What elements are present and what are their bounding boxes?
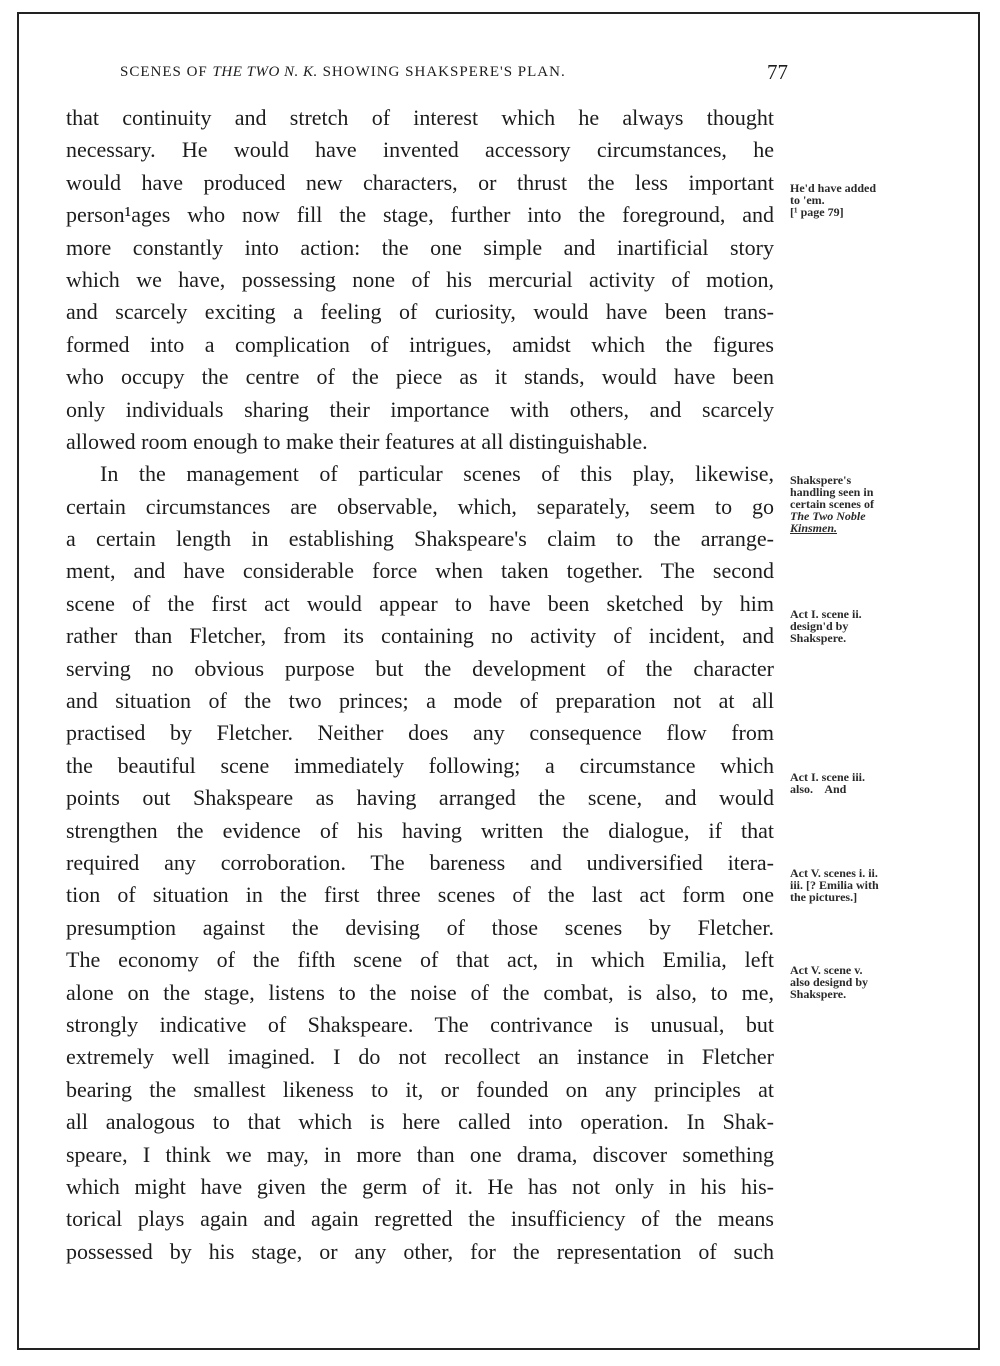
- text-line: allowed room enough to make their features at all distinguishable.: [66, 428, 648, 454]
- text-line: necessary. He would have invented accessory circumstances, he: [66, 137, 774, 163]
- text-line: required any corroboration. The bareness and undiversified itera-: [66, 849, 774, 875]
- text-line: a certain length in establishing Shakspeare's claim to the arrange-: [66, 526, 774, 552]
- text-line: possessed by his stage, or any other, for the representation of such: [66, 1238, 774, 1264]
- text-line: presumption against the devising of those scenes by Fletcher.: [66, 914, 774, 940]
- running-head-title: SCENES OF THE TWO N. K. SHOWING SHAKSPERE'S PLAN.: [120, 64, 566, 80]
- margin-note: Shakspere's handling seen in certain scenes of The Two Noble Kinsmen.: [790, 473, 874, 535]
- margin-note: Act I. scene iii. also. And: [790, 770, 865, 796]
- text-line: certain circumstances are observable, which, separately, seem to go: [66, 493, 774, 519]
- running-head-title-italic: THE TWO N. K.: [212, 64, 318, 80]
- body-text: [66, 102, 774, 1268]
- text-line: who occupy the centre of the piece as it stands, would have been: [66, 364, 774, 390]
- text-line: and scarcely exciting a feeling of curiosity, would have been trans-: [66, 299, 774, 325]
- text-line: speare, I think we may, in more than one drama, discover something: [66, 1141, 774, 1167]
- text-line: formed into a complication of intrigues, amidst which the figures: [66, 331, 774, 357]
- text-line: In the management of particular scenes of this play, likewise,: [100, 461, 774, 487]
- text-line: would have produced new characters, or thrust the less important: [66, 169, 774, 195]
- margin-note: Act V. scene v. also designd by Shakspere.: [790, 963, 869, 1001]
- text-line: ment, and have considerable force when taken together. The second: [66, 558, 774, 584]
- margin-note: Act V. scenes i. ii. iii. [? Emilia with the pictures.]: [790, 866, 879, 904]
- text-line: The economy of the fifth scene of that act, in which Emilia, left: [66, 947, 774, 973]
- text-line: torical plays again and again regretted the insufficiency of the means: [66, 1206, 774, 1232]
- text-line: alone on the stage, listens to the noise of the combat, is also, to me,: [66, 979, 774, 1005]
- text-line: all analogous to that which is here called into operation. In Shak-: [66, 1109, 774, 1135]
- text-line: the beautiful scene immediately following; a circumstance which: [66, 752, 774, 778]
- text-line: tion of situation in the first three scenes of the last act form one: [66, 882, 774, 908]
- text-line: strongly indicative of Shakspeare. The contrivance is unusual, but: [66, 1011, 774, 1037]
- text-line: that continuity and stretch of interest which he always thought: [66, 105, 774, 130]
- text-line: points out Shakspeare as having arranged the scene, and would: [66, 785, 774, 811]
- text-line: practised by Fletcher. Neither does any consequence flow from: [66, 720, 774, 746]
- text-line: and situation of the two princes; a mode of preparation not at all: [66, 688, 774, 714]
- text-line: scene of the first act would appear to have been sketched by him: [66, 590, 774, 616]
- margin-note: He'd have added to 'em. [¹ page 79]: [790, 181, 877, 219]
- text-line: serving no obvious purpose but the development of the character: [66, 655, 774, 681]
- text-line: rather than Fletcher, from its containing no activity of incident, and: [66, 623, 774, 649]
- text-line: only individuals sharing their importance with others, and scarcely: [66, 396, 774, 422]
- text-line: person¹ages who now fill the stage, further into the foreground, and: [66, 202, 774, 228]
- text-line: bearing the smallest likeness to it, or founded on any principles at: [66, 1076, 774, 1102]
- text-line: strengthen the evidence of his having written the dialogue, if that: [66, 817, 774, 843]
- running-head: [120, 60, 788, 86]
- text-line: which we have, possessing none of his mercurial activity of motion,: [66, 266, 774, 292]
- page-number: 77: [767, 60, 788, 84]
- text-line: extremely well imagined. I do not recollect an instance in Fletcher: [66, 1044, 774, 1070]
- margin-note: Act I. scene ii. design'd by Shakspere.: [790, 607, 862, 645]
- text-line: which might have given the germ of it. He has not only in his his-: [66, 1173, 774, 1199]
- text-line: more constantly into action: the one simple and inartificial story: [66, 234, 774, 260]
